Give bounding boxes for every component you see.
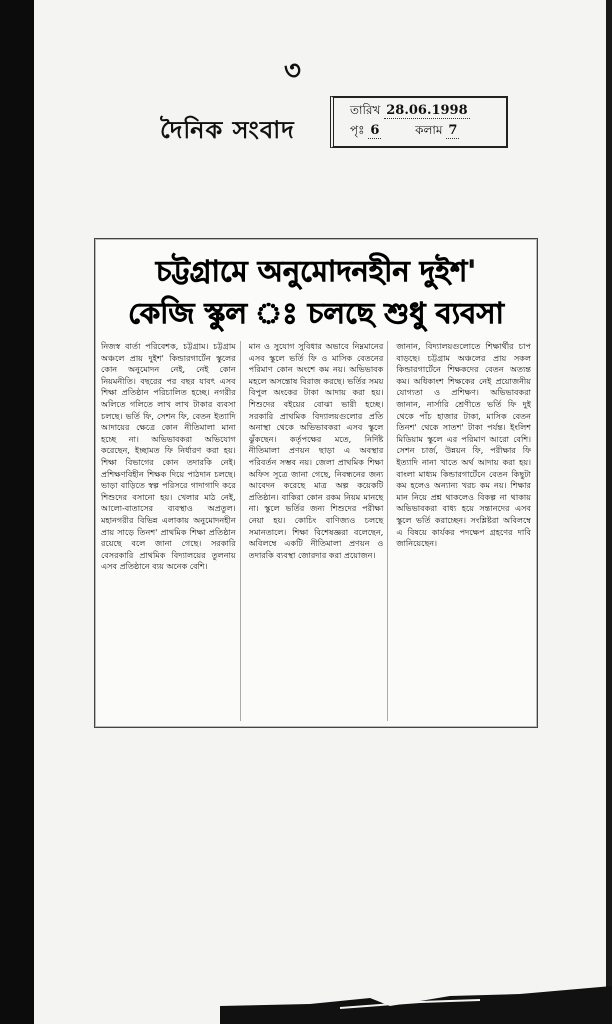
newspaper-clipping [94,238,538,728]
stamp-page-value: 6 [370,123,380,138]
stamp-page-row [350,122,459,142]
newspaper-name: দৈনিক সংবাদ [160,115,295,144]
stamp-date-row [350,102,470,122]
article-body [101,341,531,721]
stamp-date-label: তারিখ [350,103,381,117]
stamp-column-label: কলাম [415,123,443,137]
binding-edge [220,986,612,1024]
article-column-2: মান ও সুযোগ সুবিধার অভাবে নিম্নমানের এসব স্কুলে ভর্তি ফি ও মাসিক বেতনের পরিমাণ কোন অংশে কম নয়। অভিভাবক মহলে অসন্তোষ বিরাজ করছে। ভর্তির সময় বিপুল অংকের টাকা আদায় করা হয়। শিশুদের বইয়ের বোঝা ভারী হচ্ছে। সরকারি প্রাথমিক বিদ্যালয়গুলোর প্রতি অনাস্থা থেকে অভিভাবকরা এসব স্কুলে ঝুঁকছেন। কর্তৃপক্ষের মতে, নির্দিষ্ট নীতিমালা প্রণয়ন ছাড়া এ অবস্থার পরিবর্তন সম্ভব নয়। জেলা প্রাথমিক শিক্ষা অফিস সূত্রে জানা গেছে, নিবন্ধনের জন্য আবেদন করেছে মাত্র অল্প কয়েকটি প্রতিষ্ঠান। বাকিরা কোন রকম নিয়ম মানছে না। স্কুলে ভর্তির জন্য শিশুদের পরীক্ষা নেয়া হয়। কোচিং বাণিজ্যও চলছে সমানতালে। শিক্ষা বিশেষজ্ঞরা বলেছেন, অবিলম্বে একটি নীতিমালা প্রণয়ন ও তদারকি ব্যবস্থা জোরদার করা প্রয়োজন। [249,341,389,721]
scan-left-edge [0,0,34,1024]
headline-line-1: চট্টগ্রামে অনুমোদনহীন দুইশ' [155,254,477,288]
article-column-1: নিজস্ব বার্তা পরিবেশক, চট্টগ্রাম। চট্টগ্রাম অঞ্চলে প্রায় দুইশ' কিন্ডারগার্টেন স্কুলের কোন অনুমোদন নেই, নেই কোন নিয়মনীতি। বছরের পর বছর যাবৎ এসব শিক্ষা প্রতিষ্ঠান পরিচালিত হচ্ছে। নগরীর অলিতে গলিতে লাখ লাখ টাকার ব্যবসা চলছে। ভর্তি ফি, সেশন ফি, বেতন ইত্যাদি আদায়ের ক্ষেত্রে কোন নীতিমালা মানা হচ্ছে না। অভিভাবকরা অভিযোগ করেছেন, ইচ্ছামত ফি নির্ধারণ করা হয়। শিক্ষা বিভাগের কোন তদারকি নেই। প্রশিক্ষণবিহীন শিক্ষক দিয়ে পাঠদান চলছে। ভাড়া বাড়িতে স্বল্প পরিসরে গাদাগাদি করে শিশুদের বসানো হয়। খেলার মাঠ নেই, আলো-বাতাসের ব্যবস্থাও অপ্রতুল। মহানগরীর বিভিন্ন এলাকায় অনুমোদনহীন প্রায় সাড়ে তিনশ' প্রাথমিক শিক্ষা প্রতিষ্ঠান রয়েছে বলে জানা গেছে। সরকারি বেসরকারি প্রাথমিক বিদ্যালয়ের তুলনায় এসব প্রতিষ্ঠানে ব্যয় অনেক বেশি। [101,341,241,721]
stamp-page-label: পৃঃ [350,123,365,137]
scan-right-edge [606,0,612,1024]
clipping-stamp [330,96,508,148]
stamp-date-value: 28.06.1998 [386,103,468,118]
stamp-column-value: 7 [448,123,458,138]
headline-line-2: কেজি স্কুল ঃ চলছে শুধু ব্যবসা [128,296,504,330]
article-column-3: জানান, বিদ্যালয়গুলোতে শিক্ষার্থীর চাপ বাড়ছে। চট্টগ্রাম অঞ্চলের প্রায় সকল কিন্ডারগার্টেনে শিক্ষকদের বেতন অত্যন্ত কম। অধিকাংশ শিক্ষকের নেই প্রয়োজনীয় যোগ্যতা ও প্রশিক্ষণ। অভিভাবকরা জানান, নার্সারি শ্রেণীতে ভর্তি ফি দুই থেকে পাঁচ হাজার টাকা, মাসিক বেতন তিনশ' থেকে সাতশ' টাকা পর্যন্ত। ইংলিশ মিডিয়াম স্কুলে এর পরিমাণ আরো বেশি। সেশন চার্জ, উন্নয়ন ফি, পরীক্ষার ফি ইত্যাদি নানা খাতে অর্থ আদায় করা হয়। বাংলা মাধ্যম কিন্ডারগার্টেনে বেতন কিছুটা কম হলেও অন্যান্য খরচ কম নয়। শিক্ষার মান নিয়ে প্রশ্ন থাকলেও বিকল্প না থাকায় অভিভাবকরা বাধ্য হয়ে সন্তানদের এসব স্কুলে ভর্তি করাচ্ছেন। সংশ্লিষ্টরা অবিলম্বে এ বিষয়ে কার্যকর পদক্ষেপ গ্রহণের দাবি জানিয়েছেন। [396,341,532,549]
page-number: ৩ [284,56,301,86]
